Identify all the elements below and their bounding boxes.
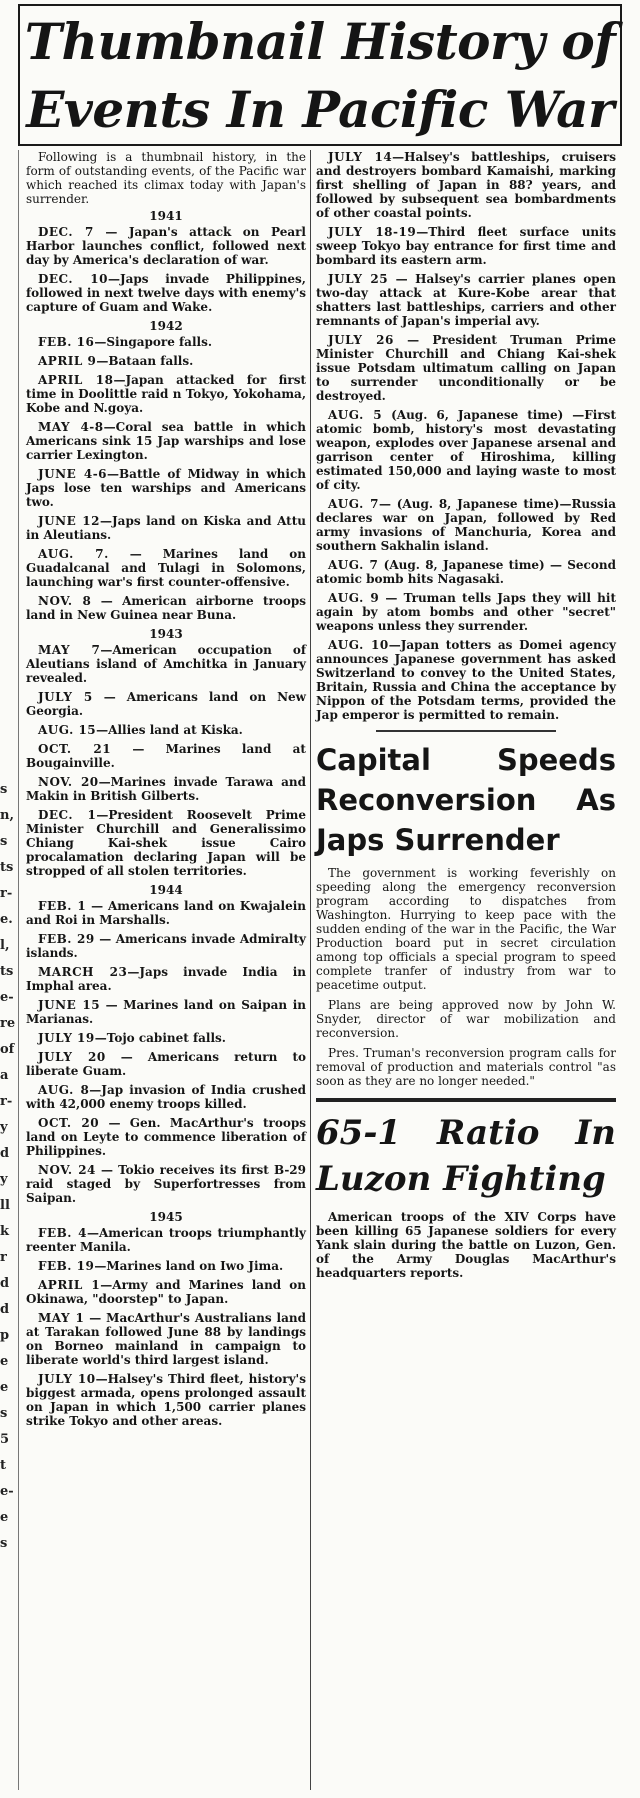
timeline-entry <box>316 225 616 267</box>
cropped-text-fragment: y <box>0 1120 8 1135</box>
cropped-text-fragment: s <box>0 1536 8 1551</box>
entry-text: —Japan totters as Domei agency announces Japanese government has asked Switzerland to convey to the United States, Britain, Russia and China the acceptance by Nippon of the Potsdam terms, provided the Jap emperor is permitted to remain. <box>316 638 616 722</box>
entry-text: —Marines invade Tarawa and Makin in British Gilberts. <box>26 775 307 803</box>
timeline-entry <box>26 1083 306 1111</box>
entry-text: — Truman tells Japs they will hit again by atom bombs and other "secret" weapons unless they surrender. <box>316 591 616 633</box>
timeline-entry <box>26 1163 306 1205</box>
timeline-entry <box>26 1116 306 1158</box>
year-heading: 1945 <box>149 1210 183 1224</box>
timeline-entry <box>26 1259 306 1273</box>
timeline-right-column <box>316 150 616 1286</box>
entry-text: — Tokio receives its first B-29 raid staged by Superfortresses from Saipan. <box>26 1163 306 1205</box>
timeline-entry <box>26 775 306 803</box>
timeline-entry <box>26 594 306 622</box>
entry-date: NOV. 24 <box>38 1163 96 1177</box>
timeline-entry <box>316 333 616 403</box>
entry-text: —Allies land at Kiska. <box>96 723 243 737</box>
year-heading: 1944 <box>149 883 183 897</box>
story-luzon <box>316 1110 616 1280</box>
cropped-text-fragment: e. <box>0 912 13 927</box>
timeline-entry <box>316 497 616 553</box>
entry-text: —American occupation of Aleutians island of Amchitka in January revealed. <box>26 643 306 685</box>
cropped-text-fragment: s <box>0 1406 8 1421</box>
cropped-text-fragment: y <box>0 1172 8 1187</box>
entry-date: AUG. 7. <box>38 547 109 561</box>
entry-date: JUNE 4-6 <box>38 467 108 481</box>
cropped-text-fragment: e <box>0 1380 9 1395</box>
entry-text: —Tojo cabinet falls. <box>94 1031 226 1045</box>
column-rule <box>310 150 311 1790</box>
entry-date: FEB. 1 <box>38 899 87 913</box>
entry-date: JULY 10 <box>38 1372 96 1386</box>
year-heading: 1941 <box>149 209 183 223</box>
cropped-text-fragment: d <box>0 1302 10 1317</box>
entry-date: NOV. 20 <box>38 775 99 789</box>
left-column-rule <box>18 150 19 1790</box>
cropped-text-fragment: l, <box>0 938 10 953</box>
year-heading: 1942 <box>149 319 183 333</box>
timeline-entry <box>316 638 616 722</box>
entry-date: MAY 4-8 <box>38 420 104 434</box>
entry-date: DEC. 7 <box>38 225 94 239</box>
cropped-text-fragment: a <box>0 1068 9 1083</box>
timeline-entry <box>26 335 306 349</box>
year-sections <box>26 209 306 1428</box>
entry-date: AUG. 5 <box>328 408 383 422</box>
timeline-entry <box>26 899 306 927</box>
entry-text: —President Roosevelt Prime Minister Churchill and Generalissimo Chiang Kai-shek issue Cairo procalamation declaring Japan will be stropped of all stolen territories. <box>26 808 306 878</box>
timeline-entry <box>26 354 306 368</box>
timeline-continued <box>316 150 616 722</box>
cropped-text-fragment: d <box>0 1146 10 1161</box>
entry-date: MAY 7 <box>38 643 101 657</box>
timeline-entry <box>26 723 306 737</box>
cropped-text-fragment: ts <box>0 860 14 875</box>
story-reconversion <box>316 740 616 1088</box>
entry-date: NOV. 8 <box>38 594 92 608</box>
intro-paragraph: Following is a thumbnail history, in the form of outstanding events, of the Pacific war which reached its climax today with Japan's surrender. <box>26 150 306 206</box>
cropped-text-fragment: ll <box>0 1198 10 1213</box>
timeline-entry <box>26 1278 306 1306</box>
separator-rule <box>376 730 556 732</box>
story-paragraph: The government is working feverishly on speeding along the emergency reconversion program according to dispatches from Washington. Hurrying to keep pace with the sudden ending of the war in the Pacific, the War Production board put in secret circulation among top officials a special program to speed complete tranfer of industry from war to peacetime output. <box>316 866 616 992</box>
entry-text: —Army and Marines land on Okinawa, "doorstep" to Japan. <box>26 1278 306 1306</box>
timeline-entry <box>26 1031 306 1045</box>
entry-date: FEB. 16 <box>38 335 95 349</box>
cropped-text-fragment: p <box>0 1328 10 1343</box>
entry-text: —Halsey's Third fleet, history's biggest armada, opens prolonged assault on Japan in which 1,500 carrier planes strike Tokyo and other areas. <box>26 1372 306 1428</box>
story-paragraph: Plans are being approved now by John W. Snyder, director of war mobilization and reconversion. <box>316 998 616 1040</box>
timeline-entry <box>26 1311 306 1367</box>
entry-date: JULY 25 <box>328 272 389 286</box>
entry-text: — MacArthur's Australians land at Tarakan followed June 88 by landings on Borneo mainland in campaign to liberate world's third largest island. <box>26 1311 306 1367</box>
timeline-entry <box>26 808 306 878</box>
cropped-text-fragment: r- <box>0 886 13 901</box>
masthead-line-1: Thumbnail History of <box>24 12 616 71</box>
entry-text: —Japs invade Philippines, followed in next twelve days with enemy's capture of Guam and Wake. <box>26 272 306 314</box>
entry-text: —Bataan falls. <box>96 354 194 368</box>
entry-text: (Aug. 6, Japanese time) —First atomic bomb, history's most devastating weapon, explodes over Japanese arsenal and garrison center of Hiroshima, killing estimated 150,000 and laying waste to most of city. <box>316 408 616 492</box>
story-luzon-headline: 65-1 Ratio In Luzon Fighting <box>316 1113 616 1199</box>
entry-text: — Americans return to liberate Guam. <box>26 1050 306 1078</box>
entry-text: — Americans land on Kwajalein and Roi in Marshalls. <box>26 899 307 927</box>
entry-text: —Marines land on Iwo Jima. <box>94 1259 284 1273</box>
entry-text: — (Aug. 8, Japanese time)—Russia declares war on Japan, followed by Red army invasions of Manchuria, Korea and southern Sakhalin island. <box>316 497 616 553</box>
cropped-text-fragment: n, <box>0 808 14 823</box>
entry-text: —Third fleet surface units sweep Tokyo bay entrance for first time and bombard its eastern arm. <box>316 225 617 267</box>
entry-date: AUG. 9 <box>328 591 380 605</box>
entry-text: — Gen. MacArthur's troops land on Leyte to commence liberation of Philippines. <box>26 1116 306 1158</box>
cropped-text-fragment: s <box>0 834 8 849</box>
timeline-entry <box>26 547 306 589</box>
entry-text: —Halsey's battleships, cruisers and destroyers bombard Kamaishi, marking first shelling of Japan in 88? years, and followed by subsequent sea bombardments of other coastal points. <box>316 150 616 220</box>
cropped-text-fragment: e <box>0 1354 9 1369</box>
entry-text: — Halsey's carrier planes open two-day attack at Kure-Kobe arear that shatters last battleships, carriers and other remnants of Japan's imperial avy. <box>316 272 616 328</box>
entry-text: —American troops triumphantly reenter Manila. <box>26 1226 307 1254</box>
entry-date: FEB. 29 <box>38 932 95 946</box>
cropped-text-fragment: 5 <box>0 1432 10 1447</box>
entry-date: APRIL 18 <box>38 373 114 387</box>
cropped-text-fragment: r <box>0 1250 7 1265</box>
masthead-line-2: Events In Pacific War <box>26 80 614 139</box>
entry-text: —Japan attacked for first time in Doolittle raid n Tokyo, Yokohama, Kobe and N.goya. <box>26 373 307 415</box>
story-paragraph: Pres. Truman's reconversion program calls for removal of production and materials control "as soon as they are no longer needed." <box>316 1046 616 1088</box>
timeline-entry <box>26 932 306 960</box>
entry-date: FEB. 19 <box>38 1259 95 1273</box>
story-paragraph: American troops of the XIV Corps have been killing 65 Japanese soldiers for every Yank slain during the battle on Luzon, Gen. of the Army Douglas MacArthur's headquarters reports. <box>316 1210 616 1280</box>
timeline-entry <box>26 467 306 509</box>
entry-date: FEB. 4 <box>38 1226 87 1240</box>
entry-text: — Americans land on New Georgia. <box>26 690 307 718</box>
entry-text: — Americans invade Admiralty islands. <box>26 932 306 960</box>
entry-date: JULY 20 <box>38 1050 106 1064</box>
story-reconversion-headline: Capital Speeds Reconversion As Japs Surrender <box>316 743 616 857</box>
entry-date: DEC. 10 <box>38 272 108 286</box>
cropped-text-fragment: ts <box>0 964 14 979</box>
entry-date: APRIL 9 <box>38 354 97 368</box>
timeline-entry <box>26 420 306 462</box>
entry-text: (Aug. 8, Japanese time) — Second atomic bomb hits Nagasaki. <box>316 558 616 586</box>
timeline-entry <box>26 272 306 314</box>
timeline-entry <box>26 225 306 267</box>
entry-text: — Marines land on Saipan in Marianas. <box>26 998 306 1026</box>
timeline-entry <box>26 742 306 770</box>
entry-text: —Battle of Midway in which Japs lose ten warships and Americans two. <box>26 467 306 509</box>
cropped-text-fragment: e- <box>0 990 14 1005</box>
timeline-entry <box>316 272 616 328</box>
thick-rule <box>316 1098 616 1102</box>
entry-date: MAY 1 <box>38 1311 85 1325</box>
entry-date: OCT. 20 <box>38 1116 100 1130</box>
entry-date: APRIL 1 <box>38 1278 101 1292</box>
cropped-text-fragment: e <box>0 1510 9 1525</box>
entry-date: JULY 19 <box>38 1031 95 1045</box>
timeline-entry <box>26 1226 306 1254</box>
timeline-entry <box>26 1372 306 1428</box>
cropped-text-fragment: d <box>0 1276 10 1291</box>
timeline-entry <box>26 373 306 415</box>
timeline-entry <box>316 408 616 492</box>
cropped-text-fragment: re <box>0 1016 16 1031</box>
timeline-entry <box>26 690 306 718</box>
entry-text: —Coral sea battle in which Americans sink 15 Jap warships and lose carrier Lexington. <box>26 420 307 462</box>
cropped-text-fragment: r- <box>0 1094 13 1109</box>
entry-date: AUG. 15 <box>38 723 97 737</box>
entry-text: — Marines land at Bougainville. <box>26 742 306 770</box>
entry-text: — American airborne troops land in New Guinea near Buna. <box>26 594 306 622</box>
entry-date: JUNE 12 <box>38 514 100 528</box>
entry-text: — Japan's attack on Pearl Harbor launches conflict, followed next day by America's declaration of war. <box>26 225 306 267</box>
cropped-text-fragment: t <box>0 1458 7 1473</box>
timeline-entry <box>316 150 616 220</box>
entry-text: —Singapore falls. <box>94 335 213 349</box>
entry-text: — President Truman Prime Minister Churchill and Chiang Kai-shek issue Potsdam ultimatum calling on Japan to surrender unconditionally or be destroyed. <box>316 333 616 403</box>
masthead-box <box>18 4 622 146</box>
cropped-text-fragment: of <box>0 1042 15 1057</box>
timeline-entry <box>316 591 616 633</box>
entry-date: AUG. 7 <box>328 497 379 511</box>
entry-date: AUG. 7 <box>328 558 379 572</box>
timeline-left-column <box>26 150 306 1790</box>
entry-date: JULY 5 <box>38 690 93 704</box>
timeline-entry <box>26 1050 306 1078</box>
entry-date: JUNE 15 <box>38 998 101 1012</box>
entry-date: JULY 26 <box>328 333 394 347</box>
timeline-entry <box>26 965 306 993</box>
cropped-text-fragment: e- <box>0 1484 14 1499</box>
entry-date: OCT. 21 <box>38 742 112 756</box>
entry-date: JULY 14 <box>328 150 393 164</box>
timeline-entry <box>26 514 306 542</box>
entry-date: AUG. 8 <box>38 1083 90 1097</box>
entry-text: —Jap invasion of India crushed with 42,000 enemy troops killed. <box>26 1083 306 1111</box>
timeline-entry <box>26 643 306 685</box>
entry-text: — Marines land on Guadalcanal and Tulagi in Solomons, launching war's first counter-offensive. <box>26 547 306 589</box>
entry-date: DEC. 1 <box>38 808 97 822</box>
cropped-text-fragment: k <box>0 1224 10 1239</box>
year-heading: 1943 <box>149 627 183 641</box>
cropped-text-fragment: s <box>0 782 8 797</box>
timeline-entry <box>316 558 616 586</box>
entry-text: —Japs land on Kiska and Attu in Aleutians. <box>26 514 306 542</box>
timeline-entry <box>26 998 306 1026</box>
entry-text: —Japs invade India in Imphal area. <box>26 965 306 993</box>
entry-date: MARCH 23 <box>38 965 128 979</box>
entry-date: JULY 18-19 <box>328 225 417 239</box>
entry-date: AUG. 10 <box>328 638 389 652</box>
